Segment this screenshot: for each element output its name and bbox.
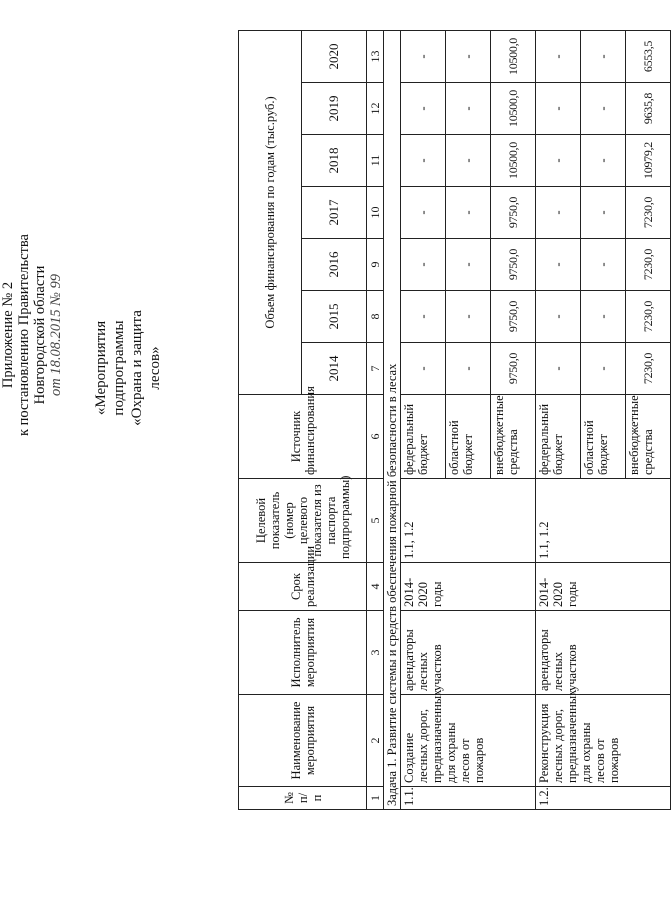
- header-volume: Объем финансирования по годам (тыс.руб.): [239, 30, 302, 394]
- funding-value: 7230,0: [626, 343, 671, 395]
- appendix-date: от 18.08.2015 № 99: [48, 273, 64, 397]
- funding-source: областной бюджет: [446, 395, 491, 479]
- column-number: 13: [367, 30, 384, 82]
- year-header: 2018: [302, 135, 367, 187]
- empty-value: -: [581, 291, 626, 343]
- empty-value: -: [536, 291, 581, 343]
- empty-value: -: [446, 135, 491, 187]
- header-row: [239, 30, 302, 809]
- column-numbers-row: [367, 30, 384, 809]
- measure-target: 1.1, 1.2: [536, 479, 671, 563]
- empty-value: -: [446, 291, 491, 343]
- column-number: 6: [367, 395, 384, 479]
- year-header: 2019: [302, 83, 367, 135]
- measure-term: 2014-2020 годы: [536, 563, 671, 611]
- funding-value: 6553,5: [626, 30, 671, 82]
- measure-target: 1.1, 1.2: [401, 479, 536, 563]
- funding-source: федеральный бюджет: [536, 395, 581, 479]
- year-header: 2016: [302, 239, 367, 291]
- row-number: 1.2.: [536, 787, 671, 810]
- empty-value: -: [401, 83, 446, 135]
- header-term: Срок реализации: [239, 563, 367, 611]
- task-title: Задача 1. Развитие системы и средств обеспечения пожарной безопасности в лесах: [384, 30, 401, 809]
- table-row: [536, 30, 581, 809]
- header-name: Наименование мероприятия: [239, 695, 367, 787]
- empty-value: -: [446, 30, 491, 82]
- header-num: № п/п: [239, 787, 367, 810]
- empty-value: -: [581, 83, 626, 135]
- appendix-resolution: к постановлению Правительства: [16, 234, 32, 436]
- measures-table: [238, 30, 671, 810]
- appendix-number: Приложение № 2: [0, 281, 16, 389]
- funding-value: 7230,0: [626, 291, 671, 343]
- empty-value: -: [581, 30, 626, 82]
- column-number: 10: [367, 187, 384, 239]
- empty-value: -: [446, 83, 491, 135]
- empty-value: -: [401, 239, 446, 291]
- funding-value: 9750,0: [491, 343, 536, 395]
- measure-executor: арендаторы лесных участков: [536, 611, 671, 695]
- empty-value: -: [581, 239, 626, 291]
- column-number: 7: [367, 343, 384, 395]
- column-number: 1: [367, 787, 384, 810]
- empty-value: -: [446, 187, 491, 239]
- funding-value: 9750,0: [491, 239, 536, 291]
- measure-name: Создание лесных дорог, предназначенных для охраны лесов от пожаров: [401, 695, 536, 787]
- empty-value: -: [401, 343, 446, 395]
- header-target: Целевой показатель (номер целевого показателя из паспорта подпрограммы): [239, 479, 367, 563]
- funding-value: 7230,0: [626, 239, 671, 291]
- measure-name: Реконструкция лесных дорог, предназначенных для охраны лесов от пожаров: [536, 695, 671, 787]
- column-number: 12: [367, 83, 384, 135]
- empty-value: -: [536, 135, 581, 187]
- header-source: Источник финансирования: [239, 395, 367, 479]
- column-number: 2: [367, 695, 384, 787]
- appendix-header: [0, 135, 64, 535]
- funding-value: 10979,2: [626, 135, 671, 187]
- task-row: [384, 30, 401, 809]
- funding-source: областной бюджет: [581, 395, 626, 479]
- empty-value: -: [581, 343, 626, 395]
- column-number: 5: [367, 479, 384, 563]
- funding-value: 7230,0: [626, 187, 671, 239]
- empty-value: -: [536, 30, 581, 82]
- measure-executor: арендаторы лесных участков: [401, 611, 536, 695]
- document-title: [92, 293, 164, 443]
- empty-value: -: [536, 83, 581, 135]
- funding-source: внебюджетные средства: [491, 395, 536, 479]
- title-line-1: «Мероприятия подпрограммы: [93, 320, 127, 416]
- empty-value: -: [401, 291, 446, 343]
- empty-value: -: [536, 187, 581, 239]
- funding-value: 9750,0: [491, 187, 536, 239]
- column-number: 8: [367, 291, 384, 343]
- column-number: 9: [367, 239, 384, 291]
- funding-source: федеральный бюджет: [401, 395, 446, 479]
- empty-value: -: [536, 239, 581, 291]
- column-number: 11: [367, 135, 384, 187]
- header-executor: Исполнитель мероприятия: [239, 611, 367, 695]
- funding-value: 10500,0: [491, 83, 536, 135]
- measure-term: 2014-2020 годы: [401, 563, 536, 611]
- table-body: [384, 30, 671, 809]
- table-row: [401, 30, 446, 809]
- appendix-region: Новгородской области: [32, 265, 48, 405]
- year-header: 2014: [302, 343, 367, 395]
- funding-value: 10500,0: [491, 135, 536, 187]
- empty-value: -: [581, 187, 626, 239]
- funding-value: 10500,0: [491, 30, 536, 82]
- year-header: 2017: [302, 187, 367, 239]
- row-number: 1.1.: [401, 787, 536, 810]
- year-header: 2020: [302, 30, 367, 82]
- empty-value: -: [446, 343, 491, 395]
- funding-source: внебюджетные средства: [626, 395, 671, 479]
- empty-value: -: [446, 239, 491, 291]
- empty-value: -: [401, 187, 446, 239]
- funding-value: 9750,0: [491, 291, 536, 343]
- column-number: 3: [367, 611, 384, 695]
- column-number: 4: [367, 563, 384, 611]
- title-line-2: «Охрана и защита лесов»: [129, 310, 163, 426]
- empty-value: -: [581, 135, 626, 187]
- empty-value: -: [536, 343, 581, 395]
- year-header: 2015: [302, 291, 367, 343]
- empty-value: -: [401, 30, 446, 82]
- empty-value: -: [401, 135, 446, 187]
- funding-value: 9635,8: [626, 83, 671, 135]
